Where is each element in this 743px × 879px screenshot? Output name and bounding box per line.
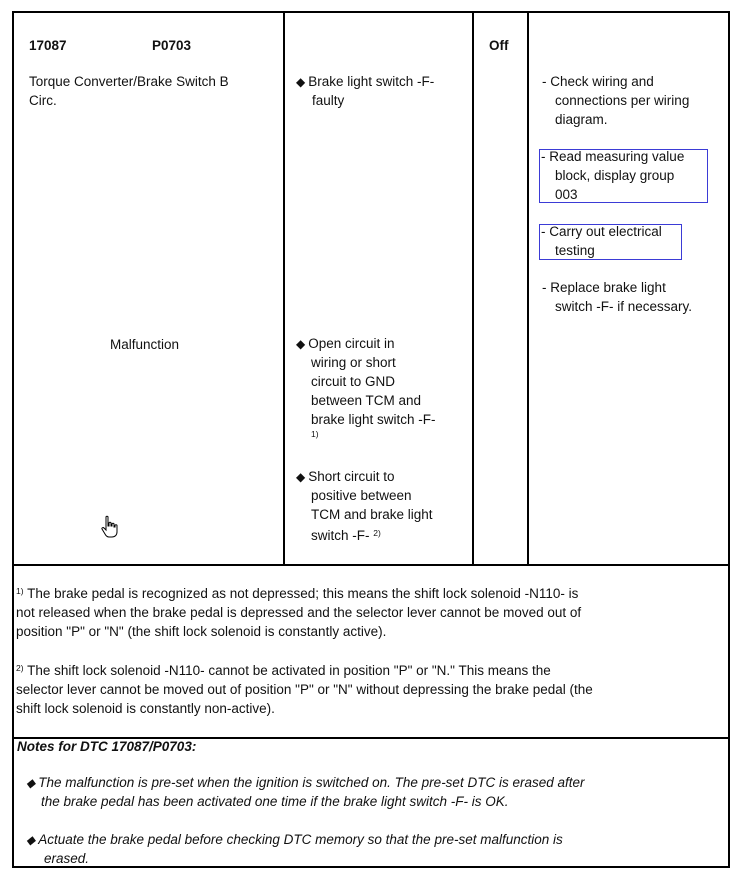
cause-2-footnote-ref: 1): [311, 429, 319, 439]
footnote-1-mark: 1): [16, 586, 24, 596]
repair-1-line3: diagram.: [555, 112, 608, 127]
repair-4-line1: - Replace brake light: [542, 280, 666, 295]
cause-2-line3: circuit to GND: [311, 374, 396, 389]
column-divider: [283, 13, 285, 566]
footnote-1-text1: The brake pedal is recognized as not depressed; this means the shift lock solenoid -N110- is: [27, 586, 579, 601]
fault-name-line2: Circ.: [29, 93, 57, 108]
diamond-icon: ◆: [26, 833, 36, 847]
cause-1: [296, 73, 434, 92]
note-2-line1: [26, 831, 563, 850]
dtc-vag-code: 17087: [29, 38, 67, 53]
mil-status: Off: [489, 38, 509, 53]
cause-2-line1: Open circuit in: [308, 336, 395, 351]
note-2-text1: Actuate the brake pedal before checking DTC memory so that the pre-set malfunction is: [38, 832, 563, 847]
cause-3: [296, 468, 395, 487]
footnote-2-line2: selector lever cannot be moved out of position "P" or "N" without depressing the brake pedal (the: [16, 682, 593, 697]
diamond-icon: ◆: [296, 75, 306, 89]
cause-2-line5: brake light switch -F-: [311, 412, 436, 427]
footnote-2-line3: shift lock solenoid is constantly non-active).: [16, 701, 275, 716]
repair-4-line2: switch -F- if necessary.: [555, 299, 693, 314]
repair-1-line1: - Check wiring and: [542, 74, 654, 89]
cause-3-last: switch -F-: [311, 528, 370, 543]
footnote-1-line2: not released when the brake pedal is depressed and the selector lever cannot be moved out of: [16, 605, 582, 620]
cause-3-line1: Short circuit to: [308, 469, 395, 484]
repair-2-line2: block, display group: [555, 168, 675, 183]
note-2-line2: erased.: [44, 851, 90, 866]
cause-3-footnote-ref: 2): [373, 528, 381, 538]
repair-1-line2: connections per wiring: [555, 93, 690, 108]
dtc-obd-code: P0703: [152, 38, 192, 53]
cause-3-line4: [311, 527, 381, 546]
repair-2-line1: - Read measuring value: [541, 149, 685, 164]
footnote-2-line1: [16, 662, 551, 681]
diamond-icon: ◆: [26, 776, 36, 790]
notes-title: Notes for DTC 17087/P0703:: [17, 739, 197, 754]
diamond-icon: ◆: [296, 470, 306, 484]
fault-name-line1: Torque Converter/Brake Switch B: [29, 74, 229, 89]
column-divider: [472, 13, 474, 566]
repair-3-line1: - Carry out electrical: [541, 224, 662, 239]
note-1-text1: The malfunction is pre-set when the ignition is switched on. The pre-set DTC is erased after: [38, 775, 585, 790]
cause-1-line1: Brake light switch -F-: [308, 74, 435, 89]
footnote-2-mark: 2): [16, 663, 24, 673]
malfunction-label: Malfunction: [110, 337, 180, 352]
note-1-line1: [26, 774, 584, 793]
hand-pointer-icon: [100, 515, 120, 539]
cause-3-line2: positive between: [311, 488, 412, 503]
repair-3-line2: testing: [555, 243, 595, 258]
cause-2-line4: between TCM and: [311, 393, 422, 408]
column-divider: [527, 13, 529, 566]
cause-2: [296, 335, 395, 354]
note-1-line2: the brake pedal has been activated one time if the brake light switch -F- is OK.: [41, 794, 509, 809]
repair-2-line3: 003: [555, 187, 578, 202]
cause-2-line2: wiring or short: [311, 355, 396, 370]
cause-1-line2: faulty: [312, 93, 345, 108]
footnote-1-line3: position "P" or "N" (the shift lock solenoid is constantly active).: [16, 624, 387, 639]
row-divider: [14, 564, 728, 566]
footnote-2-text1: The shift lock solenoid -N110- cannot be activated in position "P" or "N." This means the: [27, 663, 551, 678]
cause-3-line3: TCM and brake light: [311, 507, 433, 522]
diamond-icon: ◆: [296, 337, 306, 351]
footnote-1-line1: [16, 585, 578, 604]
